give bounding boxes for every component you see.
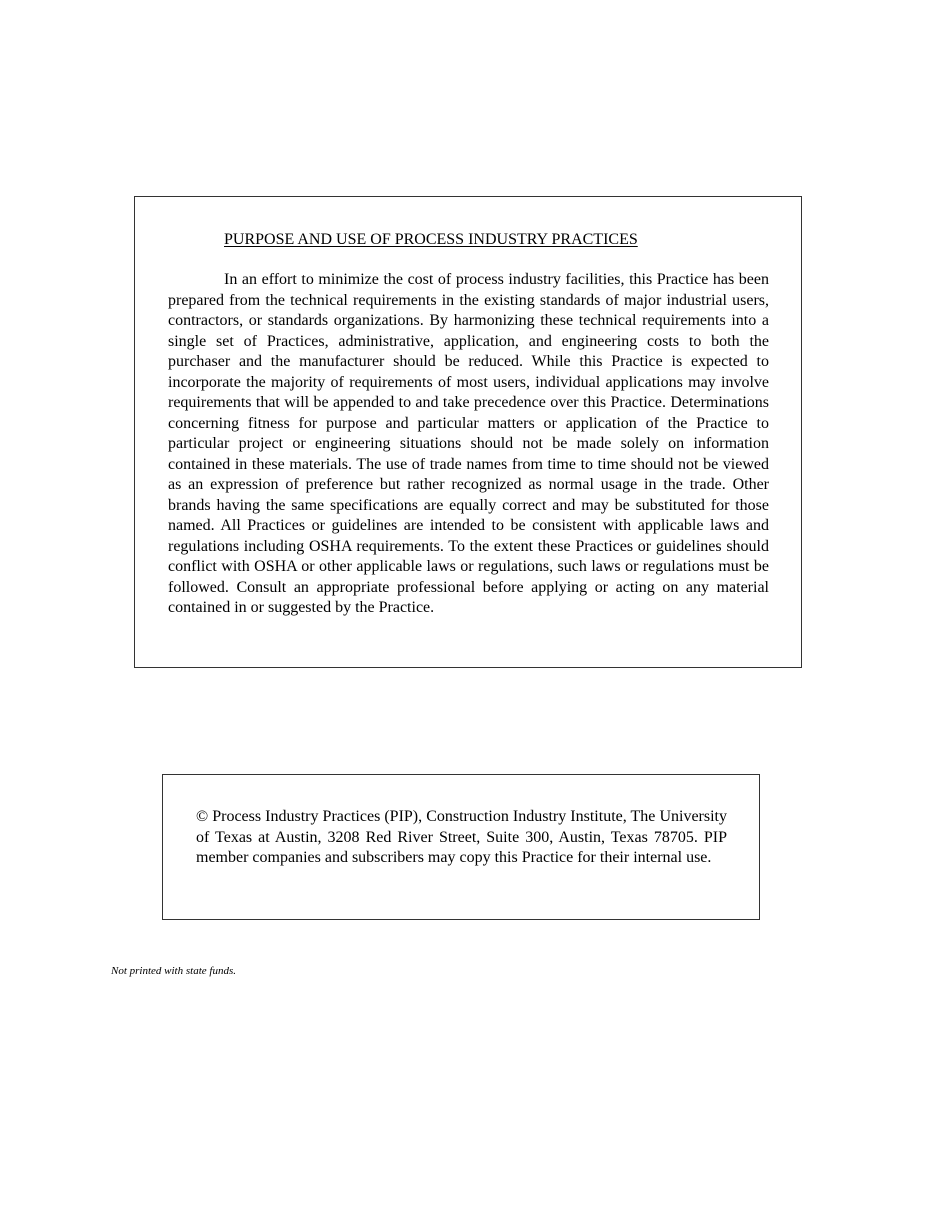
purpose-notice-box (134, 196, 802, 668)
copyright-notice-box (162, 774, 760, 920)
purpose-body: In an effort to minimize the cost of process industry facilities, this Practice has been prepared from the technical requirements in the existing standards of major industrial users, contractors, or standards organizations. By harmonizing these technical requirements into a single set of Practices, administrative, application, and engineering costs to both the purchaser and the manufacturer should be reduced. While this Practice is expected to incorporate the majority of requirements of most users, individual applications may involve requirements that will be appended to and take precedence over this Practice. Determinations concerning fitness for purpose and particular matters or application of the Practice to particular project or engineering situations should not be made solely on information contained in these materials. The use of trade names from time to time should not be viewed as an expression of preference but rather recognized as normal usage in the trade. Other brands having the same specifications are equally correct and may be substituted for those named. All Practices or guidelines are intended to be consistent with applicable laws and regulations including OSHA requirements. To the extent these Practices or guidelines should conflict with OSHA or other applicable laws or regulations, such laws or regulations must be followed. Consult an appropriate professional before applying or acting on any material contained in or suggested by the Practice. (168, 271, 769, 616)
funding-footnote: Not printed with state funds. (111, 965, 236, 977)
purpose-title: PURPOSE AND USE OF PROCESS INDUSTRY PRACTICES (224, 231, 638, 248)
copyright-text: © Process Industry Practices (PIP), Construction Industry Institute, The University of Texas at Austin, 3208 Red River Street, Suite 300, Austin, Texas 78705. PIP member companies and subscribers may copy this Practice for their internal use. (196, 808, 727, 866)
